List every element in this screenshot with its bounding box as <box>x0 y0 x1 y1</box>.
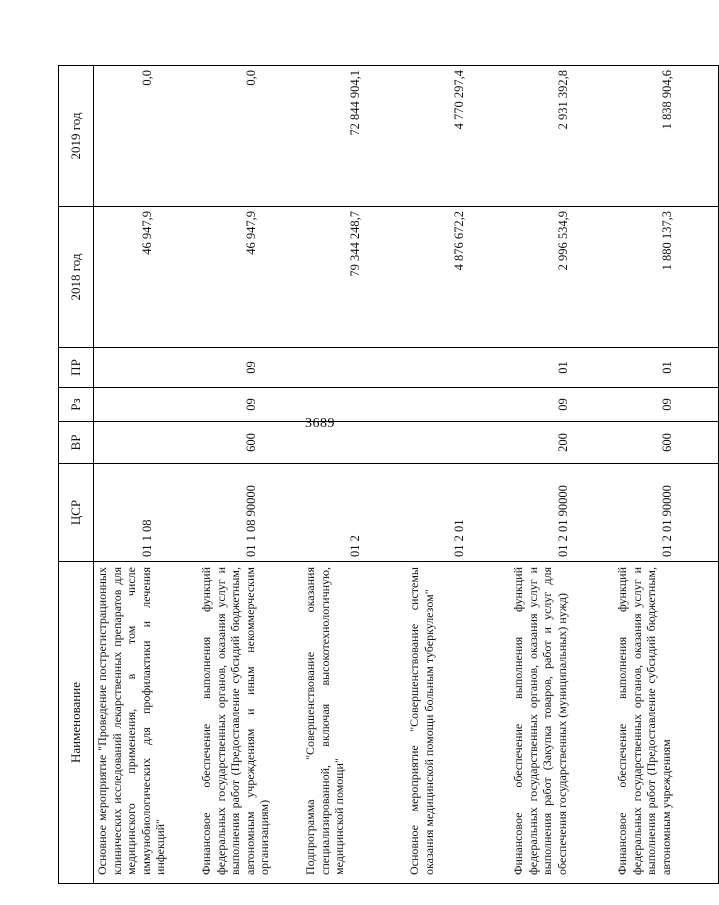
header-csr: ЦСР <box>59 464 94 562</box>
row-vr: 600 <box>660 433 674 452</box>
row-2019-value: 72 844 904,1 <box>348 70 362 136</box>
row-vr: 600 <box>244 433 258 452</box>
row-2018-value: 79 344 248,7 <box>348 211 362 277</box>
row-2018-value: 46 947,9 <box>244 211 258 255</box>
row-rz <box>406 388 510 421</box>
header-row <box>59 66 94 884</box>
row-2018-value: 2 996 534,9 <box>556 211 570 271</box>
row-name: Подпрограмма "Совершенствование оказания специализированной, включая высокотехнологичную, медицинской помощи" <box>303 567 346 875</box>
row-csr: 01 2 01 90000 <box>556 485 570 557</box>
row-csr: 01 1 08 90000 <box>244 485 258 557</box>
row-vr: 200 <box>556 433 570 452</box>
vr-column <box>94 422 719 464</box>
header-vr: ВР <box>59 422 94 464</box>
row-2018-value: 46 947,9 <box>140 211 154 255</box>
row-vr <box>406 422 510 463</box>
pr-column <box>94 348 719 388</box>
row-2019-value: 1 838 904,6 <box>660 70 674 130</box>
row-2018-value: 4 876 672,2 <box>452 211 466 271</box>
row-rz: 09 <box>660 398 674 411</box>
row-name: Основное мероприятие "Проведение пострегистрационных клинических исследований лекарственных препаратов для медицинского применения, в том числе иммунобиологических для профилактики и лечения инфекций" <box>95 567 167 875</box>
csr-column <box>94 464 719 562</box>
row-name: Основное мероприятие "Совершенствование системы оказания медицинской помощи больным туберкулезом" <box>407 567 436 875</box>
page-number: 3689 <box>305 416 335 431</box>
row-2018-value: 1 880 137,3 <box>660 211 674 271</box>
row-2019-value: 2 931 392,8 <box>556 70 570 130</box>
row-name: Финансовое обеспечение выполнения функций федеральных государственных органов, оказания услуг и выполнения работ (Предоставление субсидий бюджетным, автономным учреждениям <box>615 567 673 875</box>
header-pr: ПР <box>59 348 94 388</box>
header-name: Наименование <box>59 562 94 884</box>
row-rz: 09 <box>244 398 258 411</box>
row-pr <box>406 348 510 387</box>
header-2018: 2018 год <box>59 207 94 348</box>
row-pr: 01 <box>660 361 674 374</box>
row-rz: 09 <box>556 398 570 411</box>
header-rz: Рз <box>59 388 94 422</box>
row-csr: 01 2 <box>348 535 362 557</box>
rotated-table-frame <box>58 66 674 884</box>
row-vr <box>302 422 406 463</box>
name-column <box>94 562 719 884</box>
row-csr: 01 2 01 90000 <box>660 485 674 557</box>
row-2019-value: 4 770 297,4 <box>452 70 466 130</box>
year-2019-column <box>94 66 719 207</box>
row-rz <box>302 388 406 421</box>
row-pr <box>302 348 406 387</box>
row-pr: 01 <box>556 361 570 374</box>
rz-column <box>94 388 719 422</box>
header-2019: 2019 год <box>59 66 94 207</box>
row-rz <box>94 388 198 421</box>
row-csr: 01 1 08 <box>140 519 154 557</box>
row-2019-value: 0,0 <box>140 70 154 86</box>
row-2019-value: 0,0 <box>244 70 258 86</box>
row-name: Финансовое обеспечение выполнения функций федеральных государственных органов, оказания услуг и выполнения работ (Предоставление субсидий бюджетным, автономным учреждениям и иным некоммерческим организациям) <box>199 567 271 875</box>
table-body-row <box>94 66 719 884</box>
budget-table <box>58 65 719 884</box>
row-name: Финансовое обеспечение выполнения функций федеральных государственных органов, оказания услуг и выполнения работ (Закупка товаров, работ и услуг для обеспечения государственных (муниципальных) нужд) <box>511 567 569 875</box>
row-csr: 01 2 01 <box>452 519 466 557</box>
row-vr <box>94 422 198 463</box>
year-2018-column <box>94 207 719 348</box>
row-pr: 09 <box>244 361 258 374</box>
row-pr <box>94 348 198 387</box>
